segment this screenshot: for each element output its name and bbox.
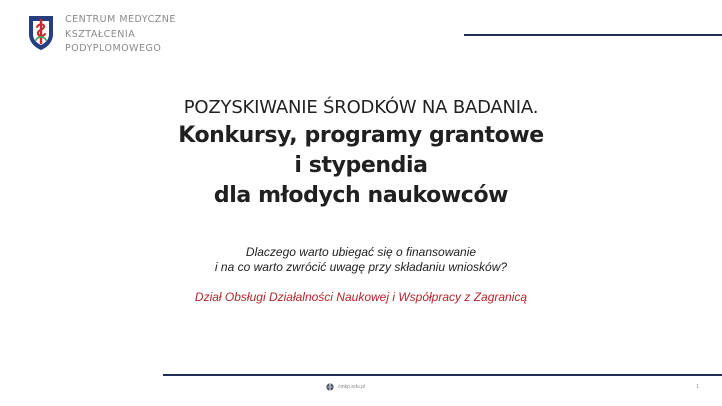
organization-name-line: KSZTAŁCENIA (65, 28, 136, 40)
slide-subtitle-line: Dlaczego warto ubiegać się o finansowanie (245, 245, 477, 259)
website-label[interactable]: cmkp.edu.pl (338, 384, 365, 390)
slide-subtitle-line: i na co warto zwrócić uwagę przy składaniu wniosków? (214, 260, 508, 274)
slide-title-line: i stypendia (294, 153, 428, 178)
website-link[interactable] (326, 382, 365, 392)
header-divider (464, 34, 722, 36)
slide-eyebrow: POZYSKIWANIE ŚRODKÓW NA BADANIA. (183, 97, 539, 118)
page-number: 1 (696, 384, 699, 390)
slide-title-line: Konkursy, programy grantowe (178, 123, 544, 148)
cmkp-logo-icon (24, 12, 58, 52)
organization-name-line: CENTRUM MEDYCZNE (65, 14, 176, 25)
footer-divider (163, 374, 722, 376)
slide-title-line: dla młodych naukowców (213, 183, 509, 208)
globe-icon (326, 383, 334, 391)
organization-name (65, 13, 215, 57)
slide-heading (0, 96, 722, 210)
slide-subtitle (0, 245, 722, 275)
organization-name-line: PODYPLOMOWEGO (65, 43, 162, 54)
department-name: Dział Obsługi Działalności Naukowej i Współpracy z Zagranicą (194, 290, 528, 304)
